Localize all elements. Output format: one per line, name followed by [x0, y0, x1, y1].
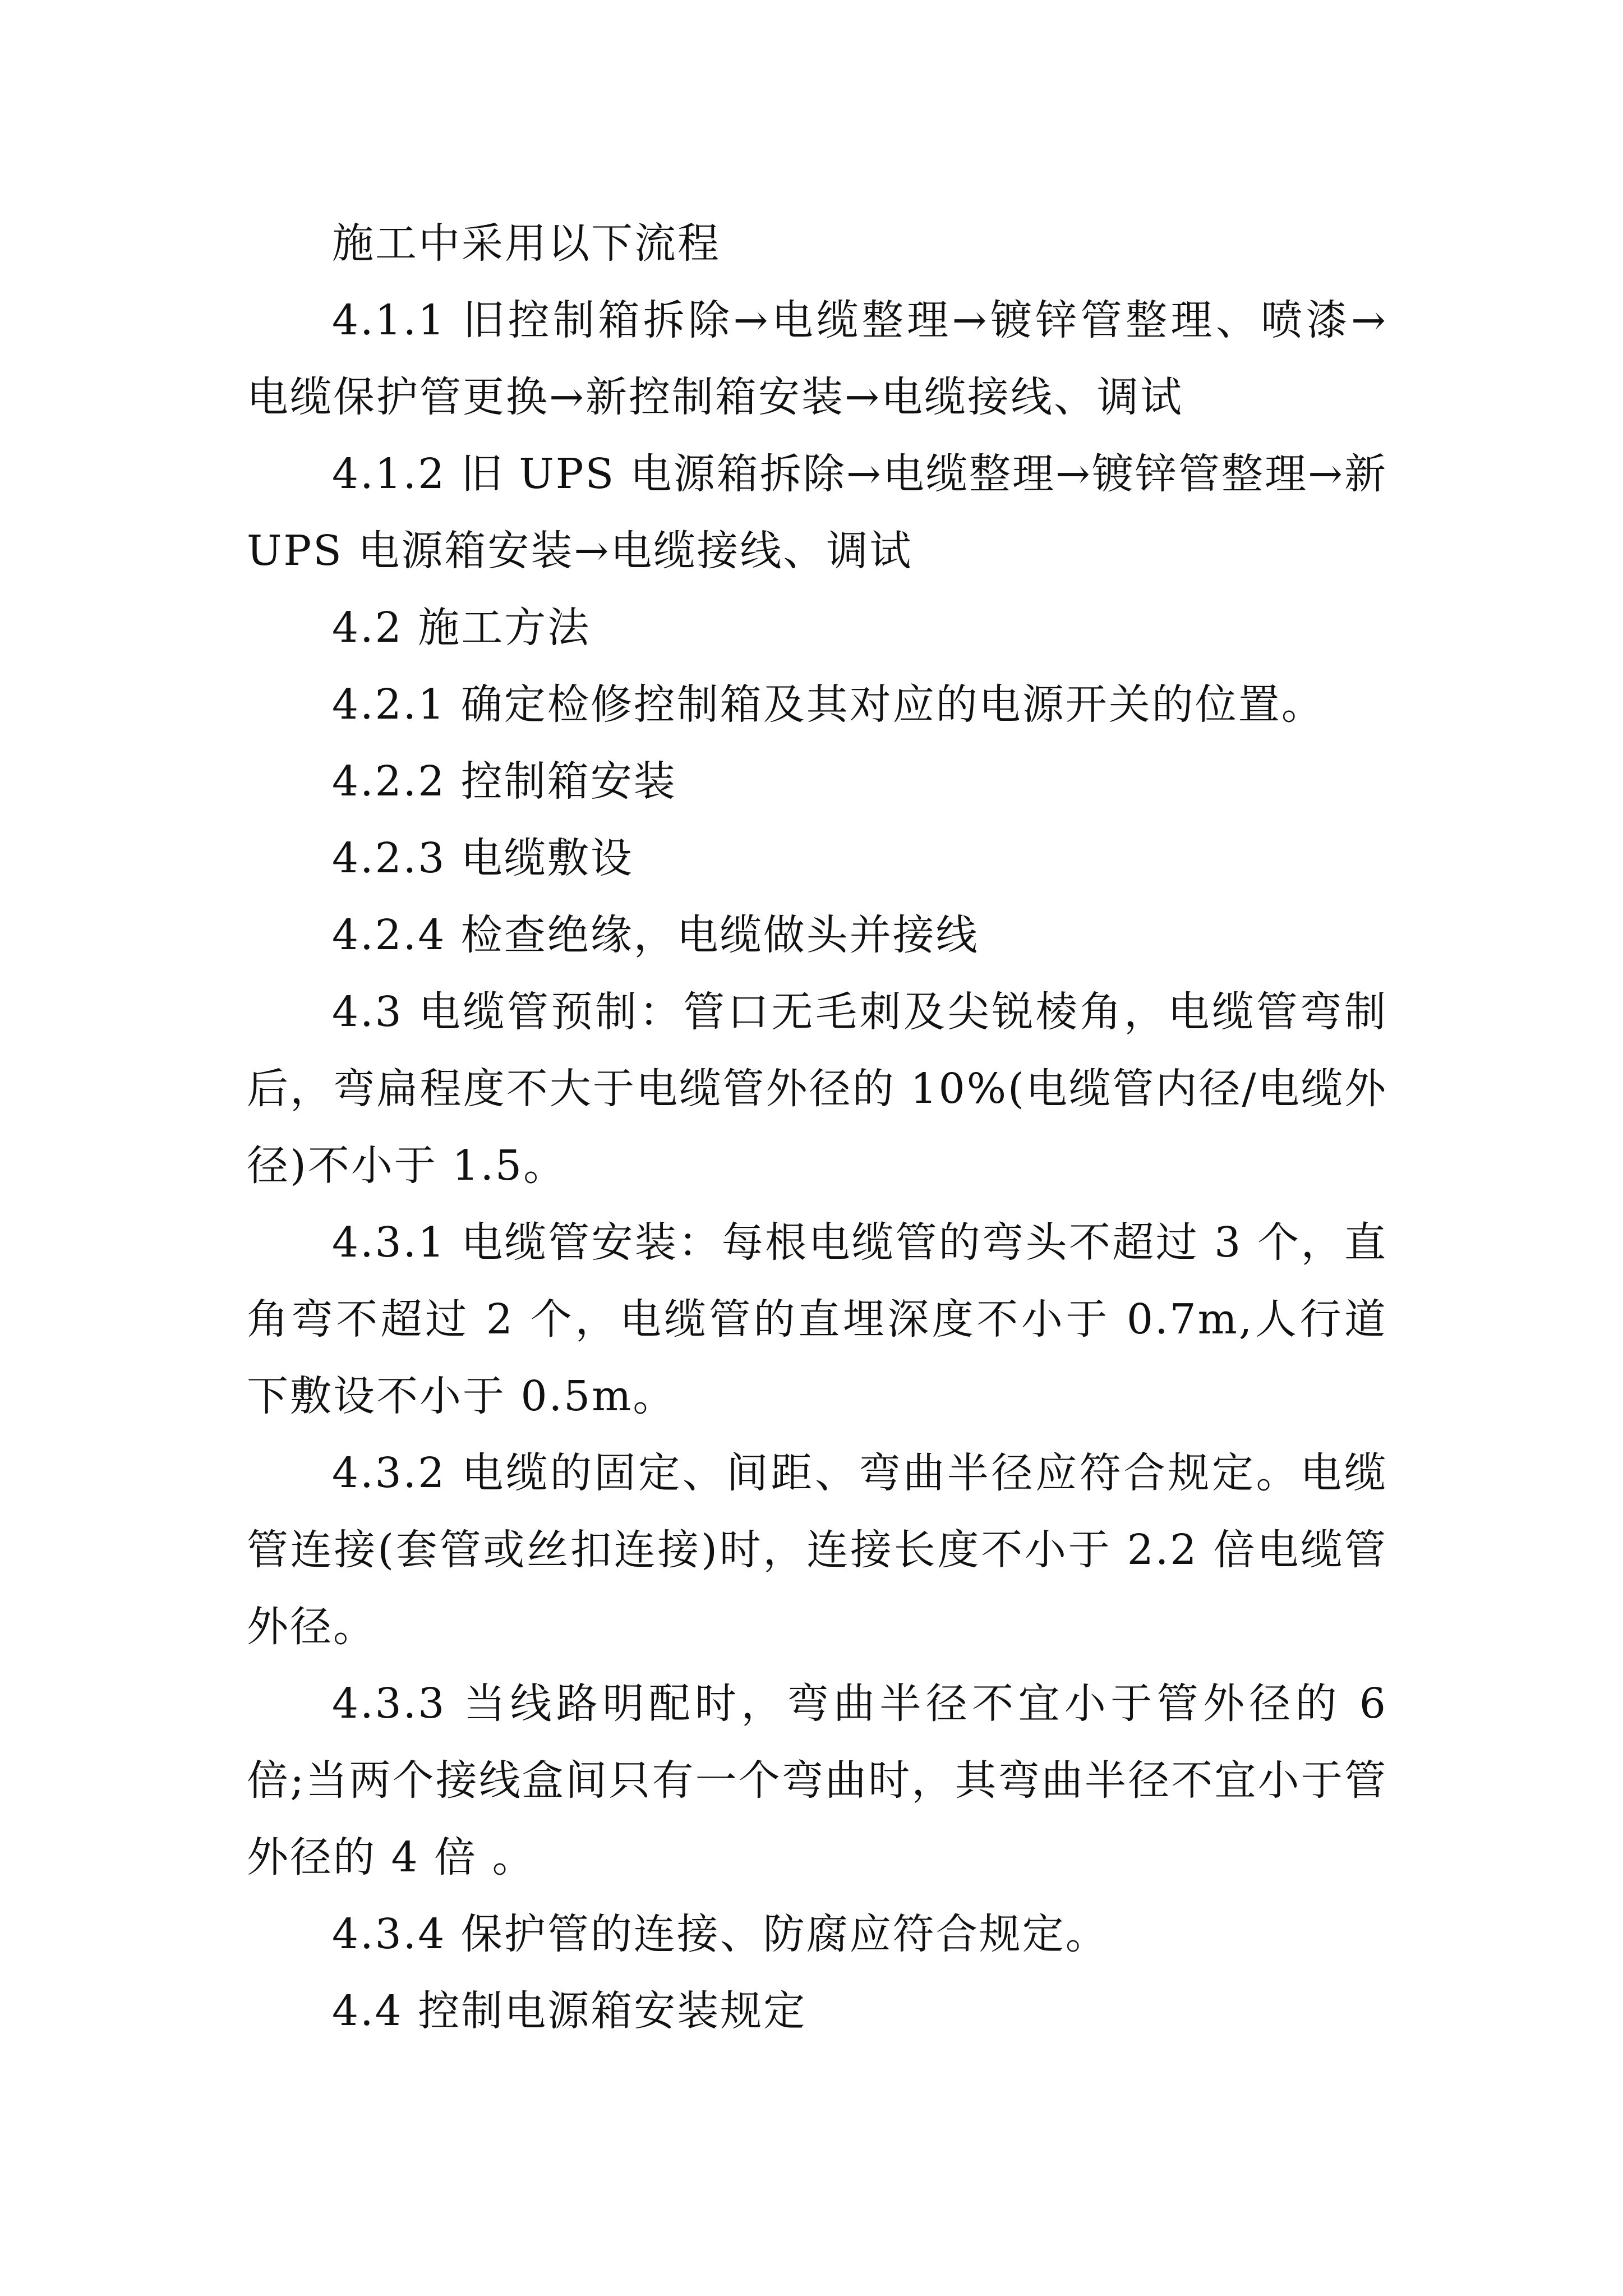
- paragraph-4-2-1: 4.2.1 确定检修控制箱及其对应的电源开关的位置。: [332, 680, 1325, 729]
- paragraph-4-3-4: 4.3.4 保护管的连接、防腐应符合规定。: [332, 1910, 1109, 1958]
- paragraph-4-3-3: 4.3.3 当线路明配时，弯曲半径不宜小于管外径的 6 倍;当两个接线盒间只有一个弯曲时，其弯曲半径不宜小于管外径的 4 倍 。: [247, 1680, 1387, 1881]
- paragraph-4-4: 4.4 控制电源箱安装规定: [332, 1987, 807, 2035]
- paragraph-4-3-2: 4.3.2 电缆的固定、间距、弯曲半径应符合规定。电缆管连接(套管或丝扣连接)时，连接长度不小于 2.2 倍电缆管外径。: [247, 1449, 1387, 1651]
- paragraph-4-2: 4.2 施工方法: [332, 604, 591, 652]
- paragraph-4-1-1: 4.1.1 旧控制箱拆除→电缆整理→镀锌管整理、喷漆→电缆保护管更换→新控制箱安装→电缆接线、调试: [247, 296, 1387, 421]
- paragraph-4-3-1: 4.3.1 电缆管安装：每根电缆管的弯头不超过 3 个，直角弯不超过 2 个，电缆管的直埋深度不小于 0.7m,人行道下敷设不小于 0.5m。: [247, 1218, 1387, 1420]
- paragraph-4-3: 4.3 电缆管预制：管口无毛刺及尖锐棱角，电缆管弯制后，弯扁程度不大于电缆管外径的 10%(电缆管内径/电缆外径)不小于 1.5。: [247, 988, 1387, 1190]
- paragraph-intro: 施工中采用以下流程: [332, 219, 721, 268]
- body-text: [247, 205, 1387, 2050]
- paragraph-4-2-2: 4.2.2 控制箱安装: [332, 757, 677, 806]
- paragraph-4-1-2: 4.1.2 旧 UPS 电源箱拆除→电缆整理→镀锌管整理→新 UPS 电源箱安装→电缆接线、调试: [247, 450, 1387, 575]
- paragraph-4-2-3: 4.2.3 电缆敷设: [332, 834, 634, 882]
- paragraph-4-2-4: 4.2.4 检查绝缘，电缆做头并接线: [332, 911, 979, 959]
